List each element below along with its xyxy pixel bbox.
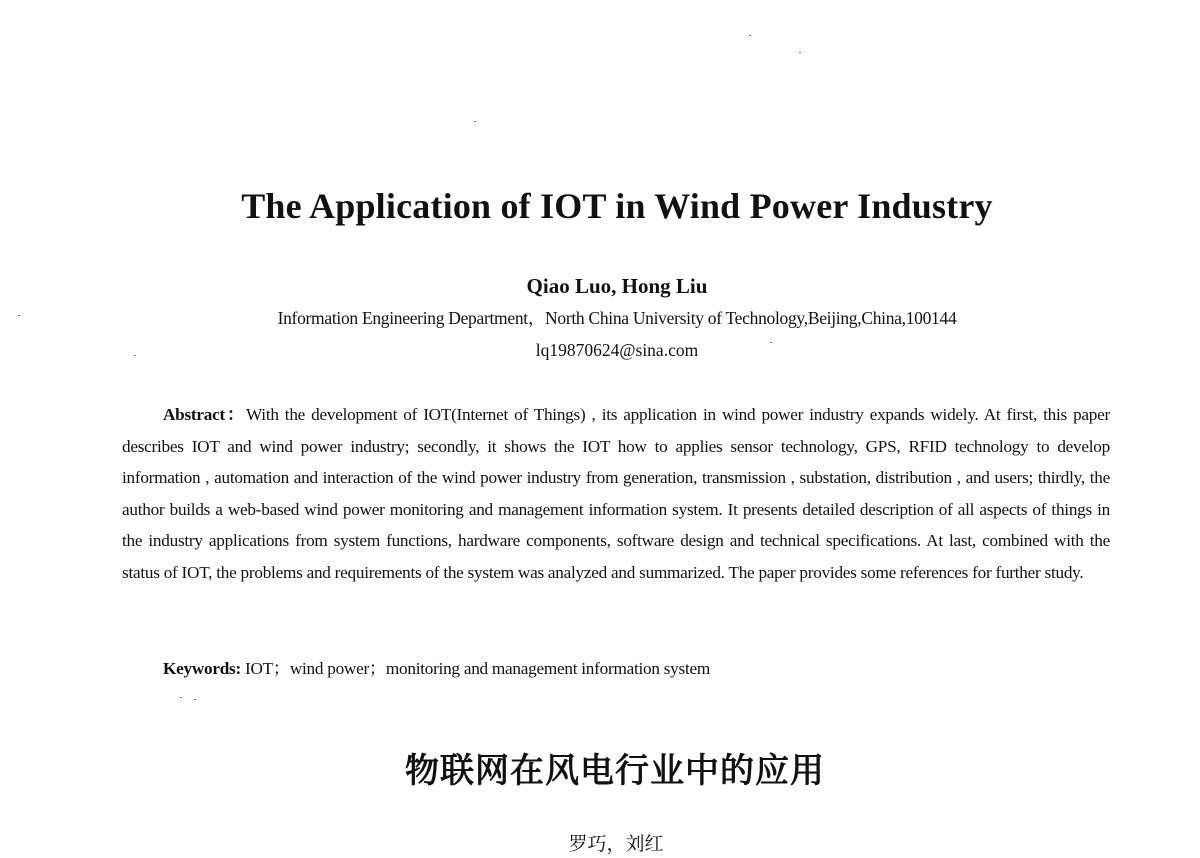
- scan-speck: [194, 699, 196, 700]
- abstract-text: With the development of IOT(Internet of Things) , its application in wind power industry expands widely. At first, this paper describes IOT and wind power industry; secondly, it shows the IOT how to applies sensor technology, GPS, RFID technology to develop information , automation and interaction of the wind power industry from generation, transmission , substation, distribution , and users; thirdly, the author builds a web-based wind power monitoring and management information system. It presents detailed description of all aspects of things in the industry applications from system functions, hardware components, software design and technical specifications. At last, combined with the status of IOT, the problems and requirements of the system was analyzed and summarized. The paper provides some references for further study.: [122, 405, 1110, 582]
- scan-speck: [180, 697, 182, 698]
- scan-speck: [749, 35, 751, 36]
- abstract-label: Abstract：: [163, 405, 247, 424]
- paper-authors: Qiao Luo, Hong Liu: [526, 274, 708, 298]
- chinese-title: 物联网在风电行业中的应用: [405, 751, 825, 791]
- scan-speck: [799, 52, 801, 53]
- author-affiliation: Information Engineering Department，North China University of Technology,Beijing,China,100144: [277, 308, 957, 328]
- keywords-line: [163, 654, 1103, 684]
- author-email: lq19870624@sina.com: [535, 340, 699, 360]
- abstract-paragraph: [122, 399, 1110, 589]
- scan-speck: [474, 121, 476, 122]
- keywords-label: Keywords:: [163, 659, 241, 678]
- paper-title: The Application of IOT in Wind Power Industry: [241, 186, 993, 226]
- keywords-text: IOT；wind power；monitoring and management information system: [245, 659, 710, 678]
- chinese-authors: 罗巧，刘红: [568, 833, 664, 855]
